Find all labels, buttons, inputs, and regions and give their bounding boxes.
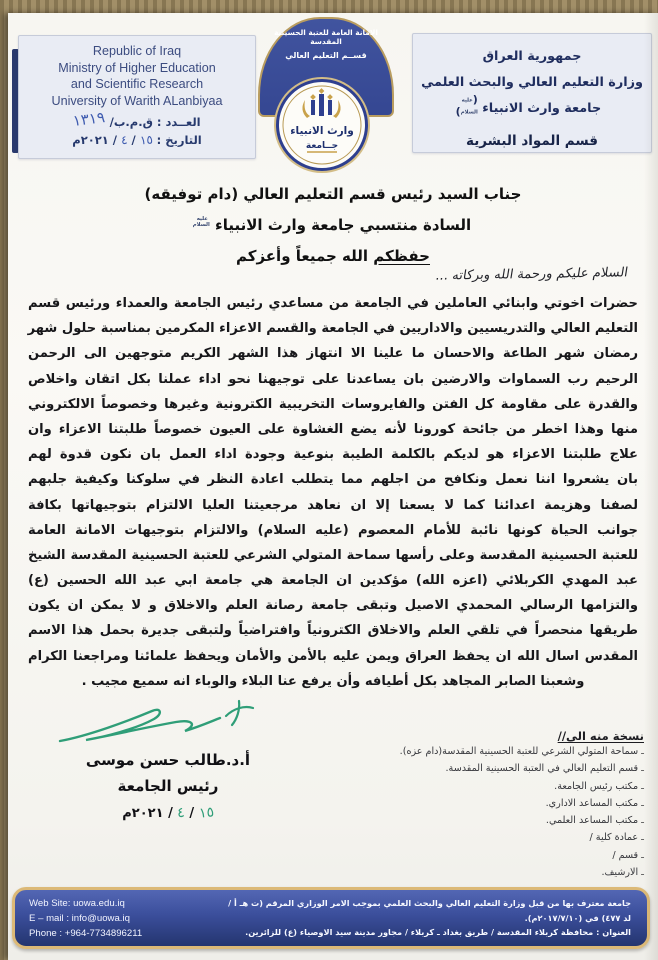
letter-paper xyxy=(8,13,658,960)
body-line: لصفنا وهزيمة اعدائنا كما لا يسعنا إلا ان نعاهد مرجعيتنا العليا الالتزام بتوجيهاتها بكافة xyxy=(28,497,638,513)
handwritten-greeting: السلام عليكم ورحمة الله وبركاته ... xyxy=(434,265,630,284)
signature-date-day-handwritten: ١٥ xyxy=(197,804,215,822)
ref-date-line xyxy=(19,133,255,147)
cc-item: ـ مكتب المساعد العلمي. xyxy=(324,812,644,829)
letter-body xyxy=(28,291,638,694)
ref-number-line xyxy=(19,108,255,131)
signer-name: أ.د.طالب حسن موسى xyxy=(85,751,251,769)
footer-accreditation-block xyxy=(217,896,647,940)
cc-item: ـ مكتب المساعد الاداري. xyxy=(324,795,644,812)
ministry-name-en-2: and Scientific Research xyxy=(70,77,204,92)
footer-phone: Phone : +964-7734896211 xyxy=(29,927,143,939)
svg-text:جــامعة: جــامعة xyxy=(305,141,339,151)
signer-title: رئيس الجامعة xyxy=(117,777,219,795)
body-line: حضرات اخوتي وابنائي العاملين في الجامعة من مساعدي رئيس الجامعة والعمداء ورئيس قسم xyxy=(28,296,638,311)
letterhead-left-box xyxy=(18,35,256,159)
footer-banner xyxy=(12,887,650,949)
body-line: علاج طلبتنا الاعزاء هو لديكم بالكلمة الطيبة بنوعية وجودة اداء العمل بان نكون قدوة لهم xyxy=(28,447,638,463)
ministry-name-ar: وزارة التعليم العالي والبحث العلمي xyxy=(421,75,643,90)
ref-number-handwritten: ١٣١٩ xyxy=(72,108,107,131)
footer-accreditation-line: جامعة معترف بها من قبل وزارة التعليم العالي والبحث العلمي بموجب الامر الوزاري المرقم (ت هـ أ / لد ٤٧٧) في (٢٠١٧/٧/١٠م). xyxy=(228,898,631,923)
cc-item: ـ قسم التعليم العالي في العتبة الحسينية المقدسة. xyxy=(324,760,644,777)
cc-item: ـ عمادة كلية / xyxy=(324,829,644,846)
blessing-line: حفظكم الله جميعاً وأعزكم xyxy=(235,247,430,265)
ministry-name-en-1: Ministry of Higher Education xyxy=(58,60,216,75)
addressee-line-1: جناب السيد رئيس قسم التعليم العالي (دام توفيقه) xyxy=(144,185,522,203)
body-line: الرحيم رب السماوات والارضين بان يساعدنا على توجيهنا نحو اداء عملنا بكل اتقان واخلاص xyxy=(28,371,638,387)
date-separator: / xyxy=(168,806,173,821)
university-name-ar: جامعة وارث الانبياء ( عليه السلام ) xyxy=(413,96,651,122)
body-line: جوانب الحياة كونها نائبة للأمام المعصوم (عليه السلام) والالتزام بتوجيهات الامانة العامة xyxy=(28,522,638,538)
date-separator: / xyxy=(189,806,195,821)
handwritten-signature xyxy=(54,695,269,750)
body-line: للعتبة الحسينية المقدسة وعلى رأسها سماحة المتولي الشرعي للعتبة الحسينية المقدسة الشيخ xyxy=(28,547,638,563)
letterhead-right-box xyxy=(412,33,652,153)
ref-date-label: التاريخ : xyxy=(156,133,202,148)
body-line: منها وهذا اخطر من جائحة كورونا لأنه يضع الغشاوة على العيون خصوصاً طلبتنا الاعزاء وان xyxy=(28,421,638,437)
ref-date-year: ٢٠٢١م xyxy=(72,133,109,148)
arch-text-line2: قســم التعليم العالي xyxy=(285,51,367,60)
footer-email: E – mail : info@uowa.iq xyxy=(29,912,130,924)
cc-item: ـ سماحة المتولي الشرعي للعتبة الحسينية المقدسة(دام عزه). xyxy=(324,743,644,760)
cc-item: ـ مكتب رئيس الجامعة. xyxy=(324,778,644,795)
body-closing-line: وشعبنا الصابر المجاهد بكل أطيافه وأن يرفع عنا البلاء والوباء انه سميع مجيب . xyxy=(81,673,585,689)
body-line: طريقها منحصراً في تلقي العلم والاخلاق الكترونياً وافتراضياً ولتبقى جديرة بحمل هذا الاسم xyxy=(28,623,638,639)
arch-text-line1: الامانة العامة للعتبة الحسينية المقدسة xyxy=(274,28,378,46)
cc-title: نسخة منه الى// xyxy=(557,729,644,743)
country-name-en: Republic of Iraq xyxy=(92,44,182,58)
letter-heading xyxy=(8,179,658,272)
date-separator: / xyxy=(131,133,136,148)
signature-date xyxy=(48,805,288,821)
honorific-stamp: ( عليه السلام ) xyxy=(463,94,478,117)
country-name-ar: جمهورية العراق xyxy=(482,49,582,64)
cc-list xyxy=(324,729,644,881)
svg-text:وارث الانبياء: وارث الانبياء xyxy=(290,125,354,137)
cc-item: ـ الارشيف. xyxy=(324,864,644,881)
honorific-stamp: عليه السلام xyxy=(192,215,210,228)
ref-number-label: العــدد : ق.م.ب/ xyxy=(109,115,201,130)
footer-website: Web Site: uowa.edu.iq xyxy=(29,897,125,909)
date-separator: / xyxy=(112,133,117,148)
footer-contact-block xyxy=(15,896,217,941)
university-name-en: University of Warith ALanbiyaa xyxy=(51,93,223,108)
university-seal xyxy=(276,79,368,171)
ref-date-month-handwritten: ٤ xyxy=(120,133,129,148)
cc-item: ـ قسم / xyxy=(324,847,644,864)
ref-date-day-handwritten: ١٥ xyxy=(139,132,154,148)
university-seal-graphic xyxy=(279,82,365,168)
body-line: والقدرة على مقاومة كل الفتن والفايروسات التخريبية الكترونية وغيرها وخصوصاً الالكتروني xyxy=(28,396,638,412)
body-line: المقدس اسال الله ان يحفظ العراق ويمن عليه بالأمن والأمان ويحفظ علمائنا ومراجعنا الكرام xyxy=(28,648,638,664)
addressee-line-2: السادة منتسبي جامعة وارث الانبياء عليه السلام xyxy=(192,215,472,234)
signature-date-year: ٢٠٢١م xyxy=(122,806,164,821)
department-name-ar: قسم المواد البشرية xyxy=(466,133,598,149)
body-line: بان يشعروا اننا نعمل ونكافح من اجلهم مما يتطلب اعادة النظر في سلوكنا وكيفية جلبهم xyxy=(28,472,638,488)
footer-address-line: العنوان : محافظة كربلاء المقدسة / طريق بغداد ـ كربلاء / مجاور مدينة سيد الاوصياء (ع) للزائرين. xyxy=(245,927,631,938)
body-line: التعليم العالي والتدريسيين والاداريين في الجامعة والقسم الاعزاء المكرمين بمناسبة حلول شهر xyxy=(27,321,638,337)
signature-date-month-handwritten: ٤ xyxy=(176,804,186,822)
body-line: عبد المهدي الكربلائي (اعزه الله) مؤكدين ان الجامعة هي جامعة ابي عبد الله الحسين (ع) xyxy=(28,573,638,589)
body-line: رمضان شهر الطاعة والاحسان ما علينا الا انتهاز هذا الشهر الكريم متوجهين الى الرحمن xyxy=(28,346,638,362)
body-line: والتزامها الرسالي المحمدي الاصيل وتبقى جامعة رصانة العلم والاخلاق و لا يمكن ان يكون xyxy=(28,598,638,614)
